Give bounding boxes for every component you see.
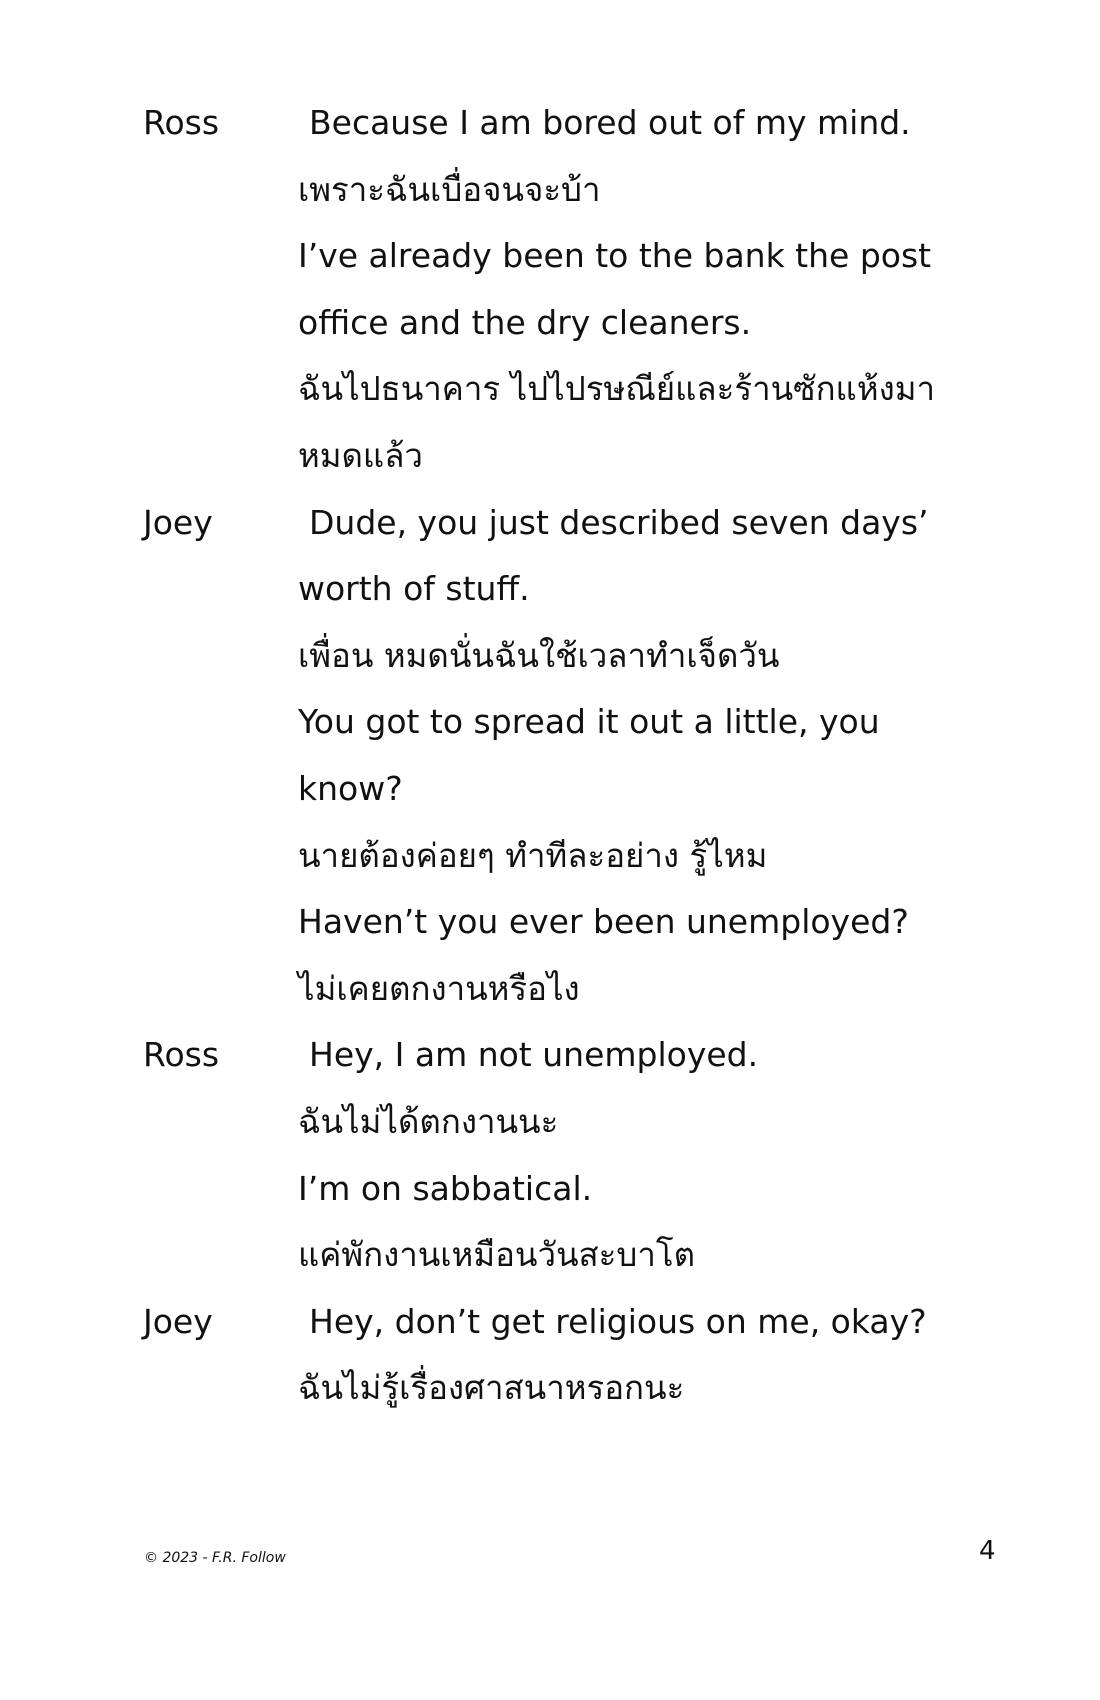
dialogue-script (0, 90, 1100, 1422)
dialogue-line (0, 356, 1100, 423)
dialogue-text: ไม่เคยตกงานหรือไง (298, 968, 580, 1008)
dialogue-line (0, 1089, 1100, 1156)
dialogue-line (0, 490, 1100, 557)
dialogue-text: Hey, I am not unemployed. (309, 1035, 759, 1075)
dialogue-text: หมดแล้ว (298, 435, 423, 475)
dialogue-line (0, 689, 1100, 756)
dialogue-line (0, 223, 1100, 290)
dialogue-line (0, 823, 1100, 890)
dialogue-text: know? (298, 768, 403, 808)
speaker-name: Joey (143, 1301, 213, 1341)
speaker-name: Ross (143, 1035, 220, 1075)
page-number: 4 (979, 1536, 996, 1566)
dialogue-text: นายต้องค่อยๆ ทำทีละอย่าง รู้ไหม (298, 835, 768, 875)
dialogue-line (0, 1156, 1100, 1223)
dialogue-text: ฉันไม่รู้เรื่องศาสนาหรอกนะ (298, 1368, 685, 1408)
dialogue-text: ฉันไปธนาคาร ไปไปรษณีย์และร้านซักแห้งมา (298, 369, 935, 409)
dialogue-text: ฉันไม่ได้ตกงานนะ (298, 1101, 559, 1141)
dialogue-text: เพราะฉันเบื่อจนจะบ้า (298, 169, 601, 209)
dialogue-line (0, 157, 1100, 224)
dialogue-line (0, 756, 1100, 823)
dialogue-text: Because I am bored out of my mind. (309, 103, 911, 142)
dialogue-line (0, 90, 1100, 157)
copyright-notice: © 2023 - F.R. Follow (144, 1550, 286, 1566)
dialogue-text: เพื่อน หมดนั่นฉันใช้เวลาทำเจ็ดวัน (298, 635, 780, 675)
dialogue-line (0, 1022, 1100, 1089)
dialogue-line (0, 623, 1100, 690)
dialogue-text: Dude, you just described seven days’ (309, 502, 929, 542)
dialogue-line (0, 423, 1100, 490)
dialogue-text: office and the dry cleaners. (298, 302, 752, 342)
dialogue-text: Hey, don’t get religious on me, okay? (309, 1301, 927, 1341)
dialogue-line (0, 290, 1100, 357)
dialogue-text: I’ve already been to the bank the post (298, 236, 932, 276)
dialogue-text: You got to spread it out a little, you (298, 702, 880, 742)
speaker-name: Joey (143, 502, 213, 542)
dialogue-line (0, 1289, 1100, 1356)
dialogue-line (0, 889, 1100, 956)
dialogue-line (0, 1355, 1100, 1422)
dialogue-text: worth of stuff. (298, 569, 530, 609)
dialogue-text: แค่พักงานเหมือนวันสะบาโต (298, 1235, 696, 1275)
dialogue-line (0, 556, 1100, 623)
speaker-name: Ross (143, 103, 220, 142)
dialogue-line (0, 1222, 1100, 1289)
dialogue-line (0, 956, 1100, 1023)
dialogue-text: Haven’t you ever been unemployed? (298, 902, 909, 942)
dialogue-text: I’m on sabbatical. (298, 1168, 593, 1208)
